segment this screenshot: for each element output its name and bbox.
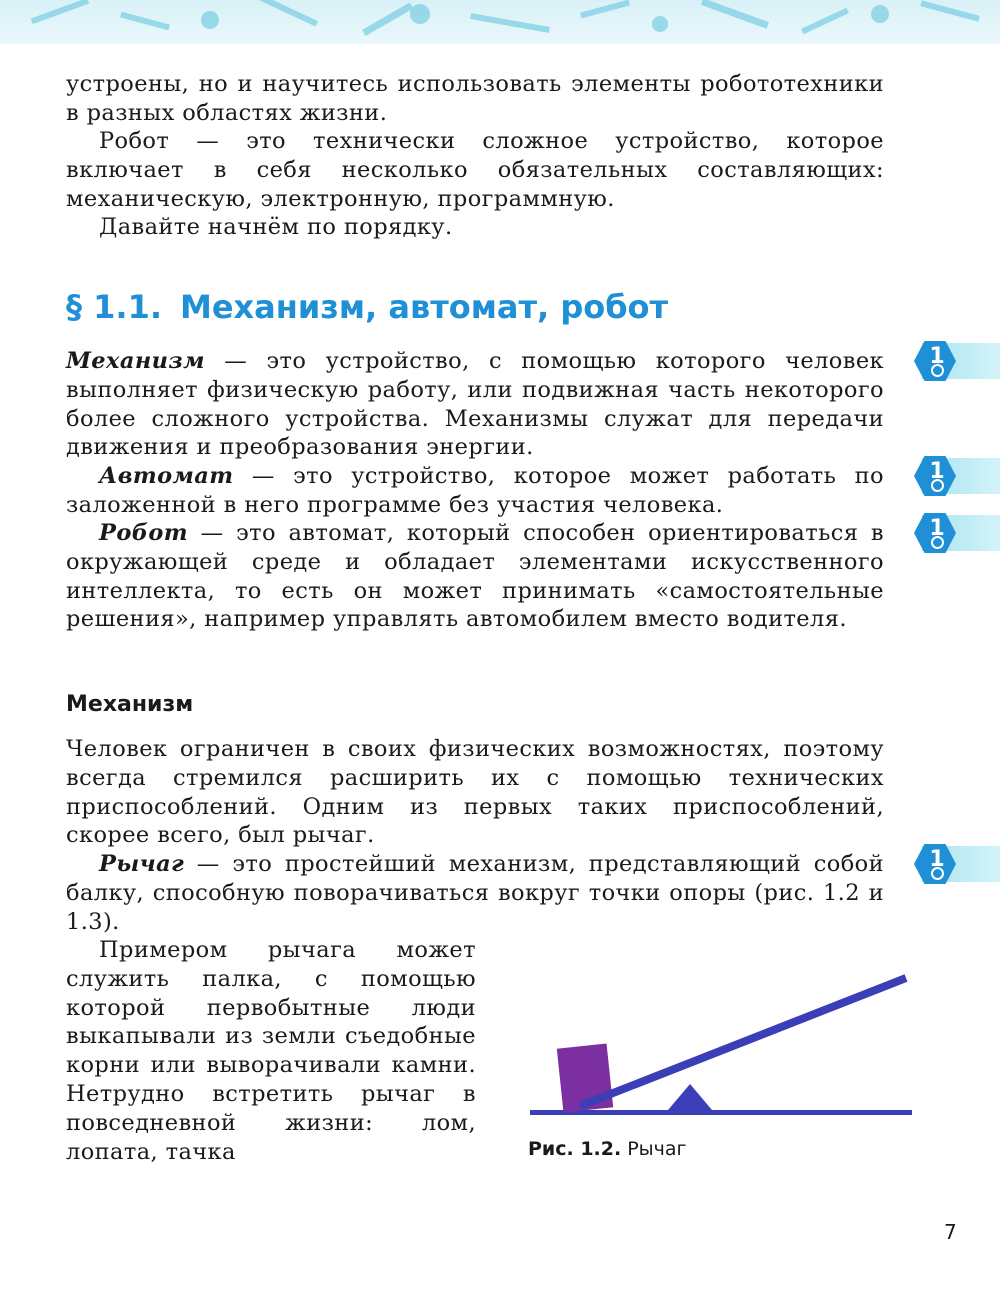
term-mechanism: Механизм — [66, 348, 205, 374]
term-lever: Рычаг — [99, 851, 185, 877]
definition-automaton-text: — это устройство, которое может работать по заложенной в него программе без участия человека. — [66, 463, 884, 518]
ground-line — [530, 1110, 912, 1115]
key-definition-icon — [926, 461, 948, 493]
key-definition-icon — [926, 849, 948, 881]
marker-dot — [931, 536, 944, 549]
subsection-heading: Механизм — [66, 692, 194, 717]
definition-automaton — [66, 462, 884, 520]
marker-glyph: 1 — [929, 516, 945, 541]
subsection-paragraph-1: Человек ограничен в своих физических возможностях, поэтому всегда стремился расширить их с помощью технических приспособлений. Одним из первых таких приспособлений, скорее всего, был рычаг. — [66, 736, 884, 849]
subsection-paragraph-3: Примером рычага может служить палка, с помощью которой первобытные люди выкапывали из земли съедобные корни или выворачивали камни. Нетрудно встретить рычаг в повседневной жизни: лом, лопата, тачка — [66, 937, 476, 1165]
top-decorative-band — [0, 0, 1000, 44]
key-definition-icon — [926, 346, 948, 378]
marker-glyph: 1 — [929, 459, 945, 484]
intro-paragraph-2: Робот — это технически сложное устройство, которое включает в себя несколько обязательных составляющих: механическую, электронную, программную. — [66, 128, 884, 212]
caption-text: Рычаг — [627, 1138, 687, 1160]
lever-beam — [580, 978, 906, 1106]
definition-lever — [66, 850, 884, 936]
definition-mechanism-text: — это устройство, с помощью которого человек выполняет физическую работу, или подвижная часть некоторого более сложного устройства. Механизмы служат для передачи движения и преобразования энергии. — [66, 348, 884, 461]
definition-robot-text: — это автомат, который способен ориентироваться в окружающей среде и обладает элементами искусственного интеллекта, то есть он может принимать «самостоятельные решения», например управлять автомобилем вместо водителя. — [66, 520, 884, 633]
term-automaton: Автомат — [99, 463, 234, 489]
section-heading — [66, 288, 668, 326]
marker-dot — [931, 867, 944, 880]
section-title: Механизм, автомат, робот — [179, 288, 669, 326]
key-definition-icon — [926, 518, 948, 550]
fulcrum-triangle — [668, 1084, 712, 1110]
term-robot: Робот — [99, 520, 188, 546]
marker-glyph: 1 — [929, 847, 945, 872]
key-marker-4 — [912, 846, 1000, 882]
tools-pattern-icon — [0, 0, 1000, 44]
key-marker-3 — [912, 515, 1000, 551]
definition-robot — [66, 519, 884, 634]
marker-dot — [931, 364, 944, 377]
figure-caption — [528, 1138, 687, 1160]
key-marker-2 — [912, 458, 1000, 494]
intro-paragraph-1: устроены, но и научитесь использовать элементы робототехники в разных областях жизни. — [66, 71, 884, 126]
intro-paragraph-3: Давайте начнём по порядку. — [99, 214, 453, 240]
caption-number: Рис. 1.2. — [528, 1138, 622, 1160]
marker-dot — [931, 479, 944, 492]
key-marker-1 — [912, 343, 1000, 379]
definition-lever-text: — это простейший механизм, представляющий собой балку, способную поворачиваться вокруг точки опоры (рис. 1.2 и 1.3). — [66, 851, 884, 935]
definition-mechanism — [66, 347, 884, 462]
marker-glyph: 1 — [929, 344, 945, 369]
lever-figure — [528, 970, 918, 1120]
page-number: 7 — [944, 1220, 957, 1244]
section-number: § 1.1. — [66, 288, 162, 326]
